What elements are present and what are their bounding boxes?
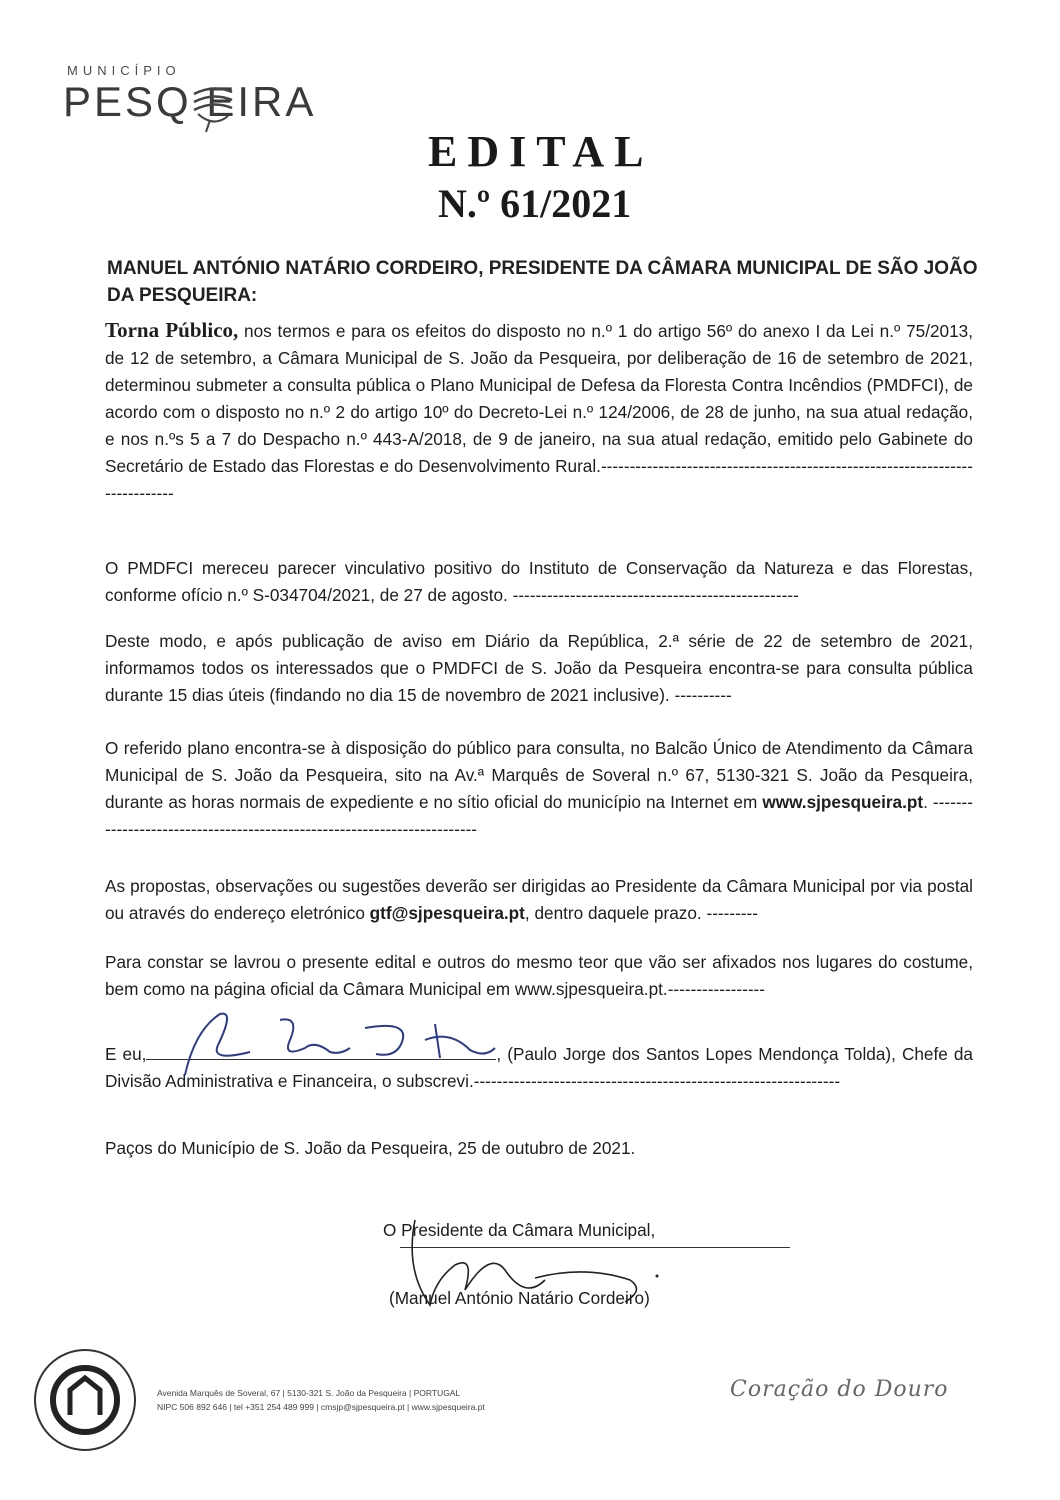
dash-fill: ---------	[706, 903, 758, 923]
president-name: (Manuel António Natário Cordeiro)	[389, 1288, 650, 1308]
footer-address: Avenida Marquês de Soveral, 67 | 5130-321 S. João da Pesqueira | PORTUGAL	[157, 1388, 461, 1398]
paragraph-8-date: Paços do Município de S. João da Pesqueira, 25 de outubro de 2021.	[105, 1138, 636, 1158]
paragraph-7-start: E eu,	[105, 1044, 147, 1064]
document-title: EDITAL	[428, 127, 654, 176]
paragraph-2	[105, 555, 973, 609]
signature-tolda-icon	[140, 1000, 520, 1080]
email-link[interactable]: gtf@sjpesqueira.pt	[369, 903, 525, 923]
paragraph-6	[105, 949, 973, 1003]
heading-president: MANUEL ANTÓNIO NATÁRIO CORDEIRO, PRESIDENTE DA CÂMARA MUNICIPAL DE SÃO JOÃO DA PESQUEIRA:	[107, 258, 978, 306]
paragraph-5-tail: , dentro daquele prazo.	[524, 903, 707, 923]
paragraph-7-text: , (Paulo Jorge dos Santos Lopes Mendonça Tolda), Chefe da Divisão Administrativa e Financeira, o subscrevi.	[105, 1044, 973, 1091]
dash-fill: ----------------------------------------------------------------	[473, 1071, 841, 1091]
paragraph-4-tail: .	[923, 792, 933, 812]
paragraph-4	[105, 735, 973, 843]
paragraph-3	[105, 628, 973, 709]
logo-fish-icon	[188, 80, 238, 134]
paragraph-4-text: O referido plano encontra-se à disposição do público para consulta, no Balcão Único de Atendimento da Câmara Municipal de S. João da Pesqueira, sito na Av.ª Marquês de Soveral n.º 67, 5130-321 S. João da Pesqueira, durante as horas normais de expediente e no sítio oficial do município na Internet em	[105, 738, 973, 812]
dash-fill: ----------	[674, 685, 732, 705]
president-label: O Presidente da Câmara Municipal,	[383, 1220, 656, 1240]
paragraph-1	[105, 317, 973, 507]
paragraph-5-text: As propostas, observações ou sugestões deverão ser dirigidas ao Presidente da Câmara Municipal por via postal ou através do endereço eletrónico	[105, 876, 973, 923]
signature-president-icon	[395, 1210, 675, 1320]
dash-fill: -----------------------------------------------------------------------------	[105, 456, 973, 503]
paragraph-1-text: nos termos e para os efeitos do disposto no n.º 1 do artigo 56º do anexo I da Lei n.º 75/2013, de 12 de setembro, a Câmara Municipal de S. João da Pesqueira, por deliberação de 16 de setembro de 2021, determinou submeter a consulta pública o Plano Municipal de Defesa da Floresta Contra Incêndios (PMDFCI), de acordo com o disposto no n.º 2 do artigo 10º do Decreto-Lei n.º 124/2006, de 28 de junho, na sua atual redação, e nos n.ºs 5 a 7 do Despacho n.º 443-A/2018, de 9 de janeiro, na sua atual redação, emitido pelo Gabinete do Secretário de Estado das Florestas e do Desenvolvimento Rural.	[105, 321, 973, 476]
unesco-heritage-seal-icon	[30, 1345, 140, 1455]
paragraph-3-text: Deste modo, e após publicação de aviso em Diário da República, 2.ª série de 22 de setembro de 2021, informamos todos os interessados que o PMDFCI de S. João da Pesqueira encontra-se para consulta pública durante 15 dias úteis (findando no dia 15 de novembro de 2021 inclusive).	[105, 631, 973, 705]
paragraph-2-text: O PMDFCI mereceu parecer vinculativo positivo do Instituto de Conservação da Natureza e das Florestas, conforme ofício n.º S-034704/2021, de 27 de agosto.	[105, 558, 973, 605]
coracao-do-douro-tagline: Coração do Douro	[730, 1377, 949, 1402]
website-link[interactable]: www.sjpesqueira.pt	[762, 792, 924, 812]
dash-fill: --------------------------------------------------	[512, 585, 799, 605]
paragraph-5	[105, 873, 973, 927]
paragraph-6-text: Para constar se lavrou o presente edital e outros do mesmo teor que vão ser afixados nos lugares do costume, bem como na página oficial da Câmara Municipal em www.sjpesqueira.pt.	[105, 952, 973, 999]
dash-fill: ------------------------------------------------------------------------	[105, 792, 973, 839]
logo-pesqueira: PESQ EIRA	[63, 78, 317, 125]
dash-fill: -----------------	[667, 979, 766, 999]
footer-contact: NIPC 506 892 646 | tel +351 254 489 999 | cmsjp@sjpesqueira.pt | www.sjpesqueira.pt	[157, 1402, 485, 1412]
logo-municipio-label: MUNICÍPIO	[67, 63, 181, 78]
lead-torna-publico: Torna Público,	[105, 318, 239, 342]
edital-number: N.º 61/2021	[438, 181, 632, 226]
